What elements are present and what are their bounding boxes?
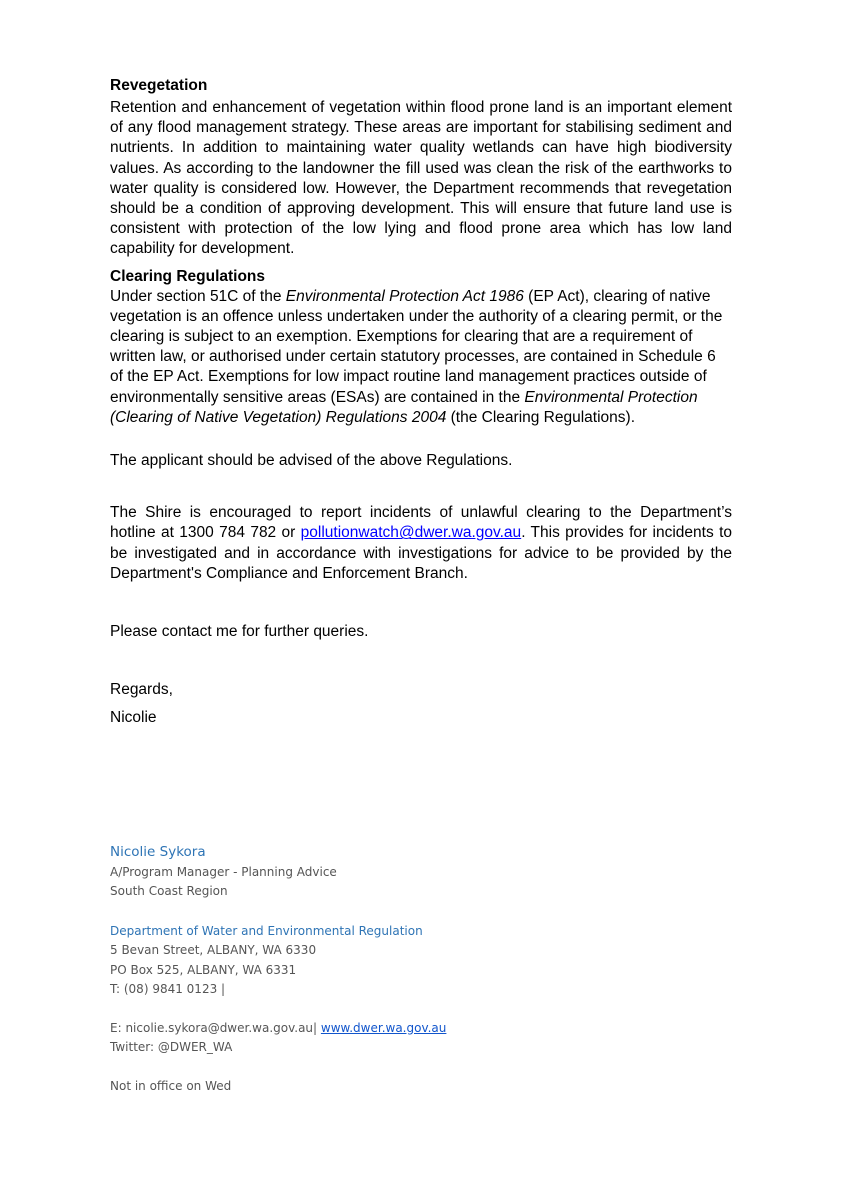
signature-street: 5 Bevan Street, ALBANY, WA 6330 xyxy=(110,943,317,957)
letter-body xyxy=(110,76,732,729)
revegetation-heading: Revegetation xyxy=(110,77,208,94)
contact-paragraph: Please contact me for further queries. xyxy=(110,623,369,641)
signature-region: South Coast Region xyxy=(110,884,228,898)
signature-email: E: nicolie.sykora@dwer.wa.gov.au| xyxy=(110,1020,321,1035)
signature-phone: T: (08) 9841 0123 | xyxy=(110,982,226,996)
signature-office-note: Not in office on Wed xyxy=(110,1078,232,1093)
regards-line: Regards, xyxy=(110,681,173,699)
clearing-text-a: Under section 51C of the xyxy=(110,287,286,305)
shire-text-a: The Shire is encouraged to report incidents of unlawful clearing to the Department’s hotline at 1300 784 782 or xyxy=(110,504,732,542)
signoff-name: Nicolie xyxy=(110,709,157,727)
email-signature xyxy=(110,843,446,1096)
clearing-regulations-heading: Clearing Regulations xyxy=(110,267,266,285)
ep-act-title: Environmental Protection Act 1986 xyxy=(285,287,524,305)
clearing-text-c: (the Clearing Regulations). xyxy=(446,408,636,426)
signature-title: A/Program Manager - Planning Advice xyxy=(110,864,337,879)
signature-department: Department of Water and Environmental Regulation xyxy=(110,923,423,938)
signature-po-box: PO Box 525, ALBANY, WA 6331 xyxy=(110,962,297,977)
shire-paragraph xyxy=(110,503,732,584)
signature-email-line xyxy=(110,1019,446,1039)
revegetation-paragraph: Retention and enhancement of vegetation within flood prone land is an important element of any flood management strategy. These areas are important for stabilising sediment and nutrients. In addition to maintaining water quality wetlands can have high biodiversity values. As according to the landowner the fill used was clean the risk of the earthworks to water quality is considered low. However, the Department recommends that revegetation should be a condition of approving development. This will ensure that future land use is consistent with protection of the low lying and flood prone area which has low land capability for development. xyxy=(110,99,732,258)
signature-name: Nicolie Sykora xyxy=(110,844,206,860)
clearing-regulations-paragraph xyxy=(110,287,732,428)
website-link[interactable]: www.dwer.wa.gov.au xyxy=(320,1020,447,1035)
clearing-text-b: (EP Act), clearing of native vegetation is an offence unless undertaken under the authority of a clearing permit, or the clearing is subject to an exemption. Exemptions for clearing that are a requirement of written law, or authorised under certain statutory processes, are contained in Schedule 6 of the EP Act. Exemptions for low impact routine land management practices outside of environmentally sensitive areas (ESAs) are contained in the xyxy=(110,287,723,406)
advise-paragraph: The applicant should be advised of the above Regulations. xyxy=(110,452,513,470)
signature-twitter: Twitter: @DWER_WA xyxy=(110,1040,233,1054)
pollutionwatch-email-link[interactable]: pollutionwatch@dwer.wa.gov.au xyxy=(300,524,522,542)
shire-text-b: . This provides for incidents to be investigated and in accordance with investigations for advice to be provided by the Department's Compliance and Enforcement Branch. xyxy=(110,524,732,582)
clearing-regulations-title: Environmental Protection (Clearing of Native Vegetation) Regulations 2004 xyxy=(110,388,698,426)
